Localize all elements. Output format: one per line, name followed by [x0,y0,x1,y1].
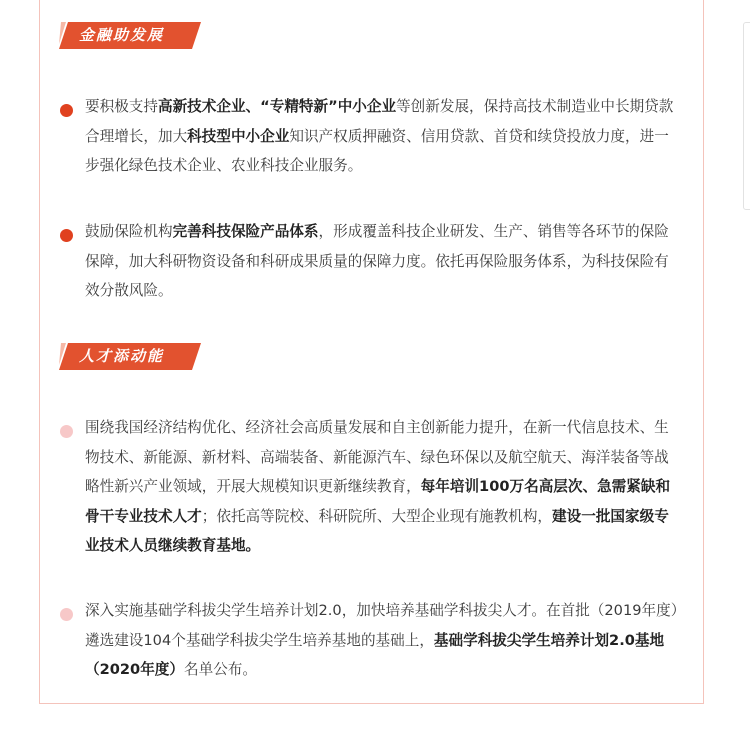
text-run: 深入实施基础学科拔尖学生培养计划2.0，加快培养基础学科拔尖人才。在首批（2019年度）遴选建设104个基础学科拔尖学生培养基地的基础上， [85,602,679,649]
bold-text: 建设一批国家级专业技术人员继续教育基地。 [85,507,669,555]
text-run: 要积极支持 [85,98,158,115]
text-run: 鼓励保险机构 [85,223,173,240]
text-run: ；依托高等院校、科研院所、大型企业现有施教机构， [201,507,553,525]
bold-text: 高新技术企业、“专精特新”中小企业 [157,98,397,115]
bold-text: 基础学科拔尖学生培养计划2.0基地（2020年度） [85,631,665,679]
talent-item-1 [57,421,687,561]
text-run: 围绕我国经济结构优化、经济社会高质量发展和自主创新能力提升，在新一代信息技术、生物技术、新能源、新材料、高端装备、新能源汽车、绿色环保以及航空航天、海洋装备等战略性新兴产业领域，开展大规模知识更新继续教育， [85,419,669,496]
section-tag-label: 人才添动能 [79,347,165,365]
text-run: 名单公布。 [184,661,257,679]
section-tag-talent [59,343,201,370]
paragraph [85,413,683,561]
bold-text: 每年培训100万名高层次、急需紧缺和骨干专业技术人才 [85,478,671,525]
bullet-dot-icon [60,104,73,117]
bullet-dot-icon [60,608,73,621]
paragraph [85,217,683,306]
text-run: 知识产权质押融资、信用贷款、首贷和续贷投放力度，进一步强化绿色技术企业、农业科技企业服务。 [85,127,669,175]
bold-text: 完善科技保险产品体系 [172,223,319,240]
bullet-dot-icon [60,229,73,242]
paragraph [85,92,683,181]
text-run: ，形成覆盖科技企业研发、生产、销售等各环节的保险保障，加大科研物资设备和科研成果质量的保障力度。依托再保险服务体系，为科技保险有效分散风险。 [85,223,669,300]
section-tag-label: 金融助发展 [79,26,165,44]
bold-text: 科技型中小企业 [187,127,290,145]
bullet-dot-icon [60,425,73,438]
talent-item-2 [57,604,687,685]
text-run: 等创新发展，保持高技术制造业中长期贷款合理增长，加大 [85,98,674,145]
finance-item-2 [57,225,687,306]
side-panel-frame [743,22,750,210]
finance-item-1 [57,100,687,181]
section-tag-finance [59,22,201,49]
paragraph [85,596,683,685]
